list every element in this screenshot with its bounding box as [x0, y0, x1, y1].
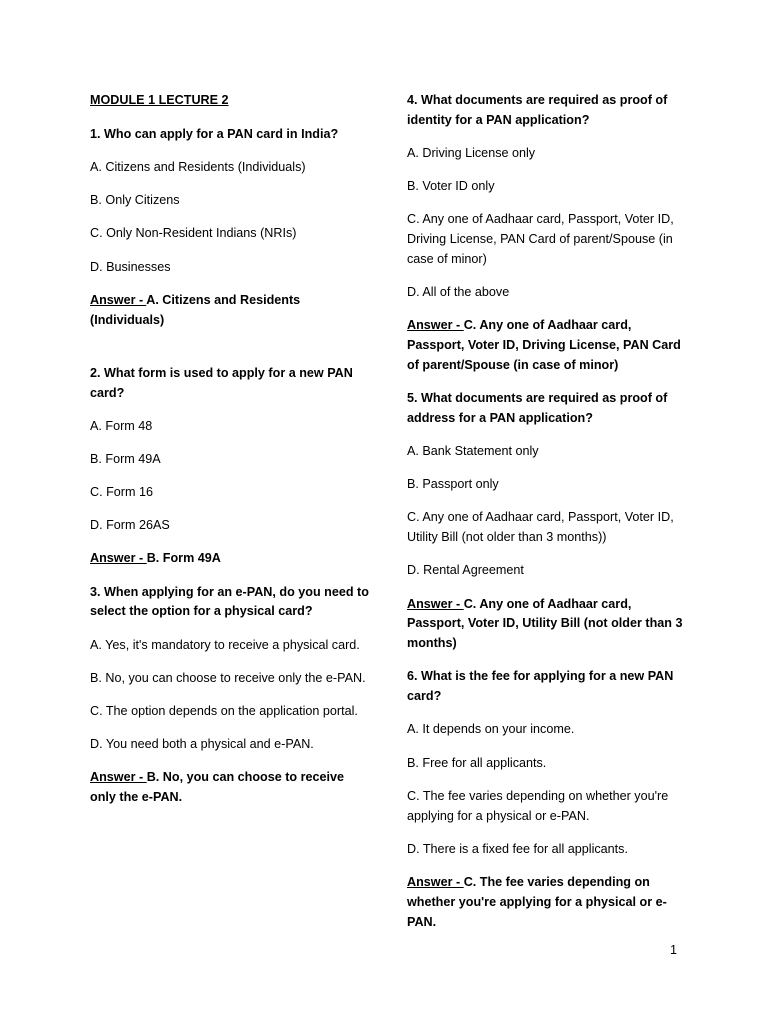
q1-answer-text: A. Citizens and Residents (Individuals)	[90, 292, 301, 327]
q6-option-b: B. Free for all applicants.	[407, 755, 547, 770]
q4-option-b: B. Voter ID only	[407, 179, 495, 194]
q4-option-c: C. Any one of Aadhaar card, Passport, Voter ID, Driving License, PAN Card of parent/Spouse (in case of minor)	[407, 212, 674, 266]
q4-option-a: A. Driving License only	[407, 145, 536, 160]
question-4: 4. What documents are required as proof of identity for a PAN application?	[407, 93, 668, 127]
q3-option-a: A. Yes, it's mandatory to receive a physical card.	[90, 637, 360, 652]
q4-option-d: D. All of the above	[407, 285, 510, 300]
q5-answer	[407, 595, 689, 654]
answer-label: Answer -	[90, 551, 147, 566]
answer-label: Answer -	[407, 318, 464, 333]
q5-option-c: C. Any one of Aadhaar card, Passport, Voter ID, Utility Bill (not older than 3 months))	[407, 510, 674, 545]
q5-option-b: B. Passport only	[407, 477, 499, 492]
page-title: MODULE 1 LECTURE 2	[90, 93, 229, 107]
q1-option-b: B. Only Citizens	[90, 193, 180, 208]
q6-answer	[407, 873, 689, 932]
q3-answer-text: B. No, you can choose to receive only the e-PAN.	[90, 770, 345, 805]
question-1: 1. Who can apply for a PAN card in India?	[90, 126, 339, 141]
answer-label: Answer -	[90, 770, 147, 785]
q4-answer	[407, 316, 689, 375]
answer-label: Answer -	[407, 874, 464, 889]
answer-label: Answer -	[407, 596, 464, 611]
question-5: 5. What documents are required as proof of address for a PAN application?	[407, 391, 668, 425]
question-2: 2. What form is used to apply for a new PAN card?	[90, 365, 353, 400]
q1-answer	[90, 291, 372, 331]
right-column	[407, 91, 689, 946]
q1-option-d: D. Businesses	[90, 259, 171, 274]
q2-option-a: A. Form 48	[90, 418, 153, 433]
left-column	[90, 91, 372, 821]
q3-option-d: D. You need both a physical and e-PAN.	[90, 737, 314, 752]
q3-option-c: C. The option depends on the application portal.	[90, 704, 358, 718]
q5-answer-text: C. Any one of Aadhaar card, Passport, Voter ID, Utility Bill (not older than 3 months)	[407, 596, 683, 651]
q6-option-a: A. It depends on your income.	[407, 722, 575, 737]
q2-option-c: C. Form 16	[90, 485, 153, 500]
q6-option-c: C. The fee varies depending on whether you're applying for a physical or e-PAN.	[407, 788, 669, 823]
q4-answer-text: C. Any one of Aadhaar card, Passport, Voter ID, Driving License, PAN Card of parent/Spouse (in case of minor)	[407, 318, 681, 372]
q2-answer-text: B. Form 49A	[146, 551, 221, 566]
q2-option-d: D. Form 26AS	[90, 518, 170, 533]
q5-option-a: A. Bank Statement only	[407, 444, 539, 459]
q3-option-b: B. No, you can choose to receive only the e-PAN.	[90, 670, 366, 685]
question-6: 6. What is the fee for applying for a new PAN card?	[407, 669, 674, 704]
page-number: 1	[670, 943, 678, 957]
q5-option-d: D. Rental Agreement	[407, 563, 524, 578]
q2-answer	[90, 549, 372, 569]
q1-option-a: A. Citizens and Residents (Individuals)	[90, 159, 306, 174]
q6-option-d: D. There is a fixed fee for all applicants.	[407, 841, 628, 856]
q1-option-c: C. Only Non-Resident Indians (NRIs)	[90, 226, 297, 241]
q6-answer-text: C. The fee varies depending on whether you're applying for a physical or e-PAN.	[407, 874, 667, 929]
q2-option-b: B. Form 49A	[90, 451, 161, 466]
question-3: 3. When applying for an e-PAN, do you need to select the option for a physical card?	[90, 584, 369, 619]
q3-answer	[90, 768, 372, 808]
answer-label: Answer -	[90, 292, 147, 307]
